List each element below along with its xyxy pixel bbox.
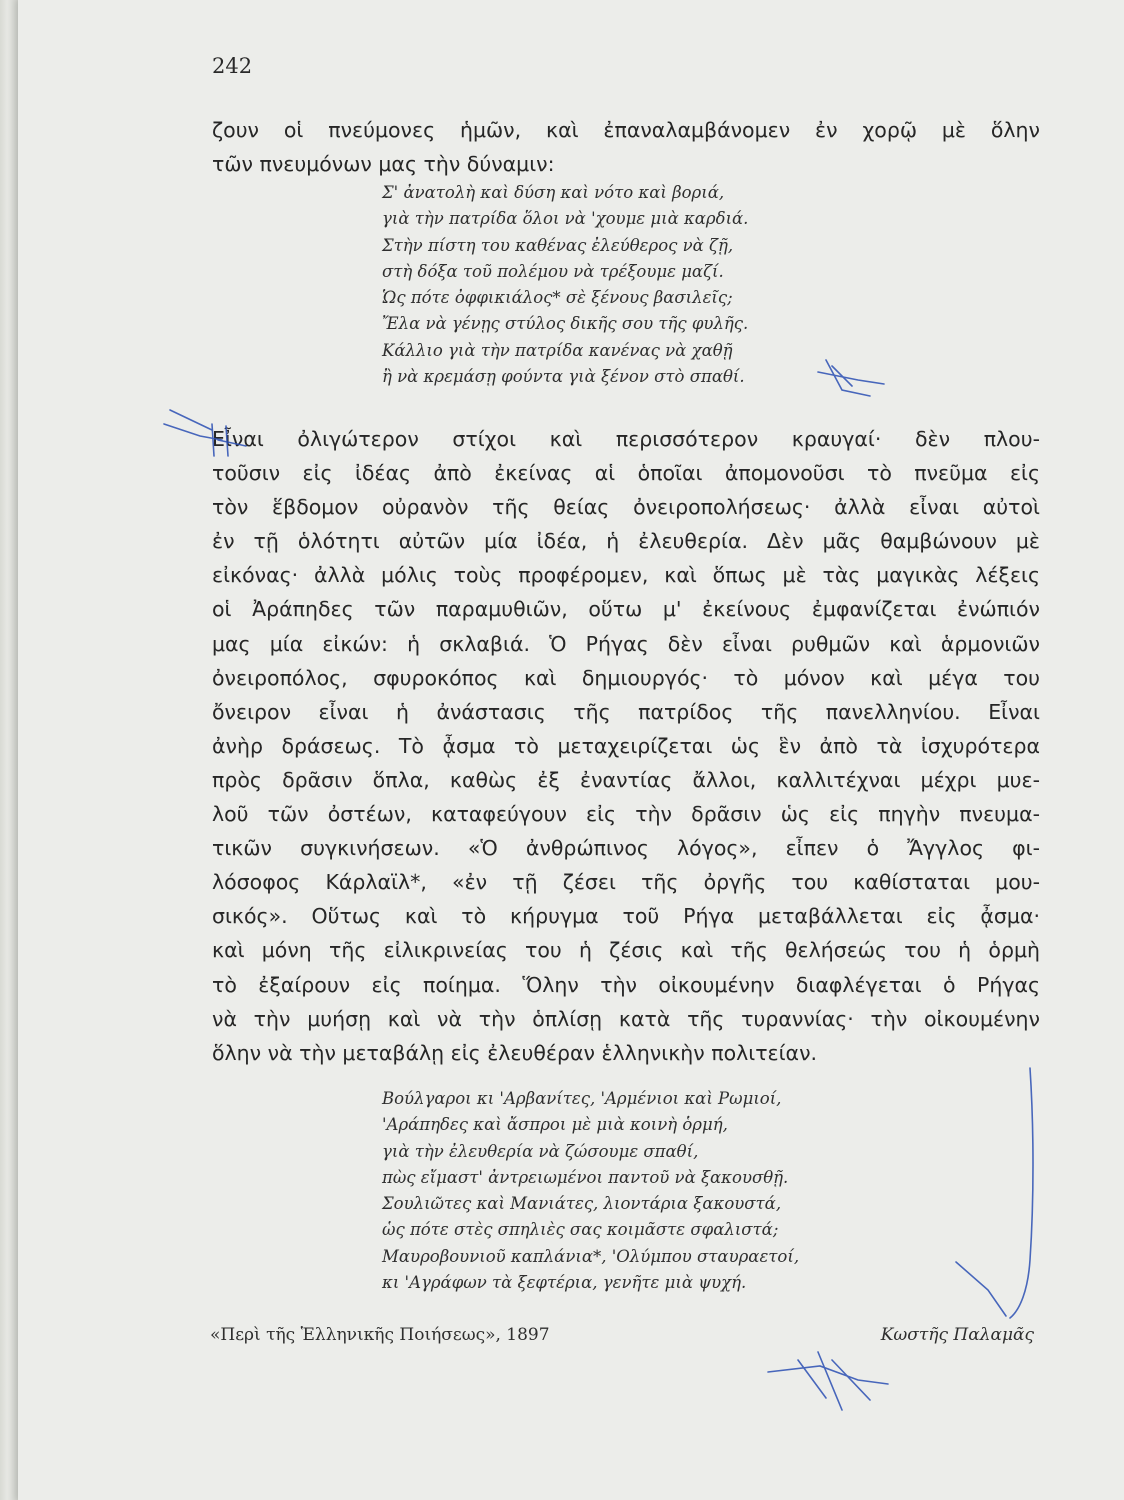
text-line: ἀνὴρ δράσεως. Τὸ ᾆσμα τὸ μεταχειρίζεται ὡς ἓν ἀπὸ τὰ ἰσχυρότερα xyxy=(212,733,1040,758)
verse-line: Μαυροβουνιοῦ καπλάνια*, 'Ολύμπου σταυραετοί, xyxy=(382,1246,800,1266)
text-line: μας μία εἰκών: ἡ σκλαβιά. Ὁ Ρήγας δὲν εἶναι ρυθμῶν καὶ ἁρμονιῶν xyxy=(212,631,1040,656)
verse-line: 'Αράπηδες καὶ ἄσπροι μὲ μιὰ κοινὴ ὁρμή, xyxy=(382,1115,728,1135)
text-line: ζουν οἱ πνεύμονες ἡμῶν, καὶ ἐπαναλαμβάνομεν ἐν χορῷ μὲ ὅλην xyxy=(212,118,1040,142)
text-line: τῶν πνευμόνων μας τὴν δύναμιν: xyxy=(212,152,555,177)
text-line: λόσοφος Κάρλαϊλ*, «ἐν τῇ ζέσει τῆς ὀργῆς του καθίσταται μου- xyxy=(212,870,1040,895)
text-line: ὄνειρον εἶναι ἡ ἀνάστασις τῆς πατρίδος τῆς πανελληνίου. Εἶναι xyxy=(212,699,1040,724)
text-line: ὀνειροπόλος, σφυροκόπος καὶ δημιουργός· τὸ μόνον καὶ μέγα του xyxy=(212,665,1040,690)
verse-block-2 xyxy=(382,1086,799,1296)
verse-line: πὼς εἴμαστ' ἀντρειωμένοι παντοῦ νὰ ξακουσθῇ. xyxy=(382,1167,789,1187)
verse-line: Στὴν πίστη του καθένας ἐλεύθερος νὰ ζῇ, xyxy=(382,235,734,255)
verse-line: Ἔλα νὰ γένῃς στύλος δικῆς σου τῆς φυλῆς. xyxy=(382,314,749,334)
verse-line: γιὰ τὴν πατρίδα ὅλοι νὰ 'χουμε μιὰ καρδιά. xyxy=(382,209,749,229)
text-line: ἐν τῇ ὁλότητι αὐτῶν μία ἰδέα, ἡ ἐλευθερία. Δὲν μᾶς θαμβώνουν μὲ xyxy=(212,529,1040,554)
text-line: οἱ Ἀράπηδες τῶν παραμυθιῶν, οὕτω μ' ἐκείνους ἐμφανίζεται ἐνώπιόν xyxy=(212,597,1040,622)
main-paragraph xyxy=(212,422,1040,1070)
verse-block-1 xyxy=(382,180,748,390)
text-line: καὶ μόνη τῆς εἰλικρινείας του ἡ ζέσις καὶ τῆς θελήσεώς του ἡ ὁρμὴ xyxy=(212,938,1040,963)
verse-line: ὡς πότε στὲς σπηλιὲς σας κοιμᾶστε σφαλιστά; xyxy=(382,1220,779,1240)
page-edge xyxy=(0,0,18,1500)
verse-line: Κάλλιο γιὰ τὴν πατρίδα κανένας νὰ χαθῇ xyxy=(382,340,733,360)
verse-line: κι 'Αγράφων τὰ ξεφτέρια, γενῆτε μιὰ ψυχή. xyxy=(382,1273,747,1293)
text-line: τικῶν συγκινήσεων. «Ὁ ἀνθρώπινος λόγος», εἶπεν ὁ Ἄγγλος φι- xyxy=(212,836,1040,861)
page-number: 242 xyxy=(212,54,253,78)
verse-line: Σουλιῶτες καὶ Μανιάτες, λιοντάρια ξακουστά, xyxy=(382,1194,782,1214)
verse-line: Βούλγαροι κι 'Αρβανίτες, 'Αρμένιοι καὶ Ρωμιοί, xyxy=(382,1089,782,1108)
verse-line: στὴ δόξα τοῦ πολέμου νὰ τρέξουμε μαζί. xyxy=(382,261,724,281)
text-line: σικός». Οὕτως καὶ τὸ κήρυγμα τοῦ Ρήγα μεταβάλλεται εἰς ᾆσμα· xyxy=(212,904,1040,929)
verse-line: Ὡς πότε ὀφφικιάλος* σὲ ξένους βασιλεῖς; xyxy=(382,288,733,308)
text-line: τοῦσιν εἰς ἰδέας ἀπὸ ἐκείνας αἱ ὁποῖαι ἀπομονοῦσι τὸ πνεῦμα εἰς xyxy=(212,461,1040,486)
verse-line: Σ' ἀνατολὴ καὶ δύση καὶ νότο καὶ βοριά, xyxy=(382,183,725,202)
text-line: τὸν ἕβδομον οὐρανὸν τῆς θείας ὀνειροπολήσεως· ἀλλὰ εἶναι αὐτοὶ xyxy=(212,495,1040,520)
text-line: λοῦ τῶν ὀστέων, καταφεύγουν εἰς τὴν δρᾶσιν ὡς εἰς πηγὴν πνευμα- xyxy=(212,802,1040,827)
text-line: πρὸς δρᾶσιν ὅπλα, καθὼς ἐξ ἐναντίας ἄλλοι, καλλιτέχναι μέχρι μυε- xyxy=(212,767,1040,792)
text-line: νὰ τὴν μυήσῃ καὶ νὰ τὴν ὁπλίσῃ κατὰ τῆς τυραννίας· τὴν οἰκουμένην xyxy=(212,1006,1040,1031)
verse-line: γιὰ τὴν ἐλευθερία νὰ ζώσουμε σπαθί, xyxy=(382,1141,699,1161)
author-name: Κωστῆς Παλαμᾶς xyxy=(880,1325,1034,1345)
text-line: εἰκόνας· ἀλλὰ μόλις τοὺς προφέρομεν, καὶ ὅπως μὲ τὰς μαγικὰς λέξεις xyxy=(212,563,1040,588)
text-line: ὅλην νὰ τὴν μεταβάλῃ εἰς ἐλευθέραν ἑλληνικὴν πολιτείαν. xyxy=(212,1040,818,1065)
verse-line: ἢ νὰ κρεμάσῃ φούντα γιὰ ξένον στὸ σπαθί. xyxy=(382,367,745,387)
source-citation: «Περὶ τῆς Ἑλληνικῆς Ποιήσεως», 1897 xyxy=(210,1325,550,1345)
text-line: τὸ ἐξαίρουν εἰς ποίημα. Ὅλην τὴν οἰκουμένην διαφλέγεται ὁ Ρήγας xyxy=(212,972,1040,997)
text-line: Εἶναι ὀλιγώτερον στίχοι καὶ περισσότερον κραυγαί· δὲν πλου- xyxy=(212,427,1040,451)
intro-paragraph xyxy=(212,113,1040,181)
